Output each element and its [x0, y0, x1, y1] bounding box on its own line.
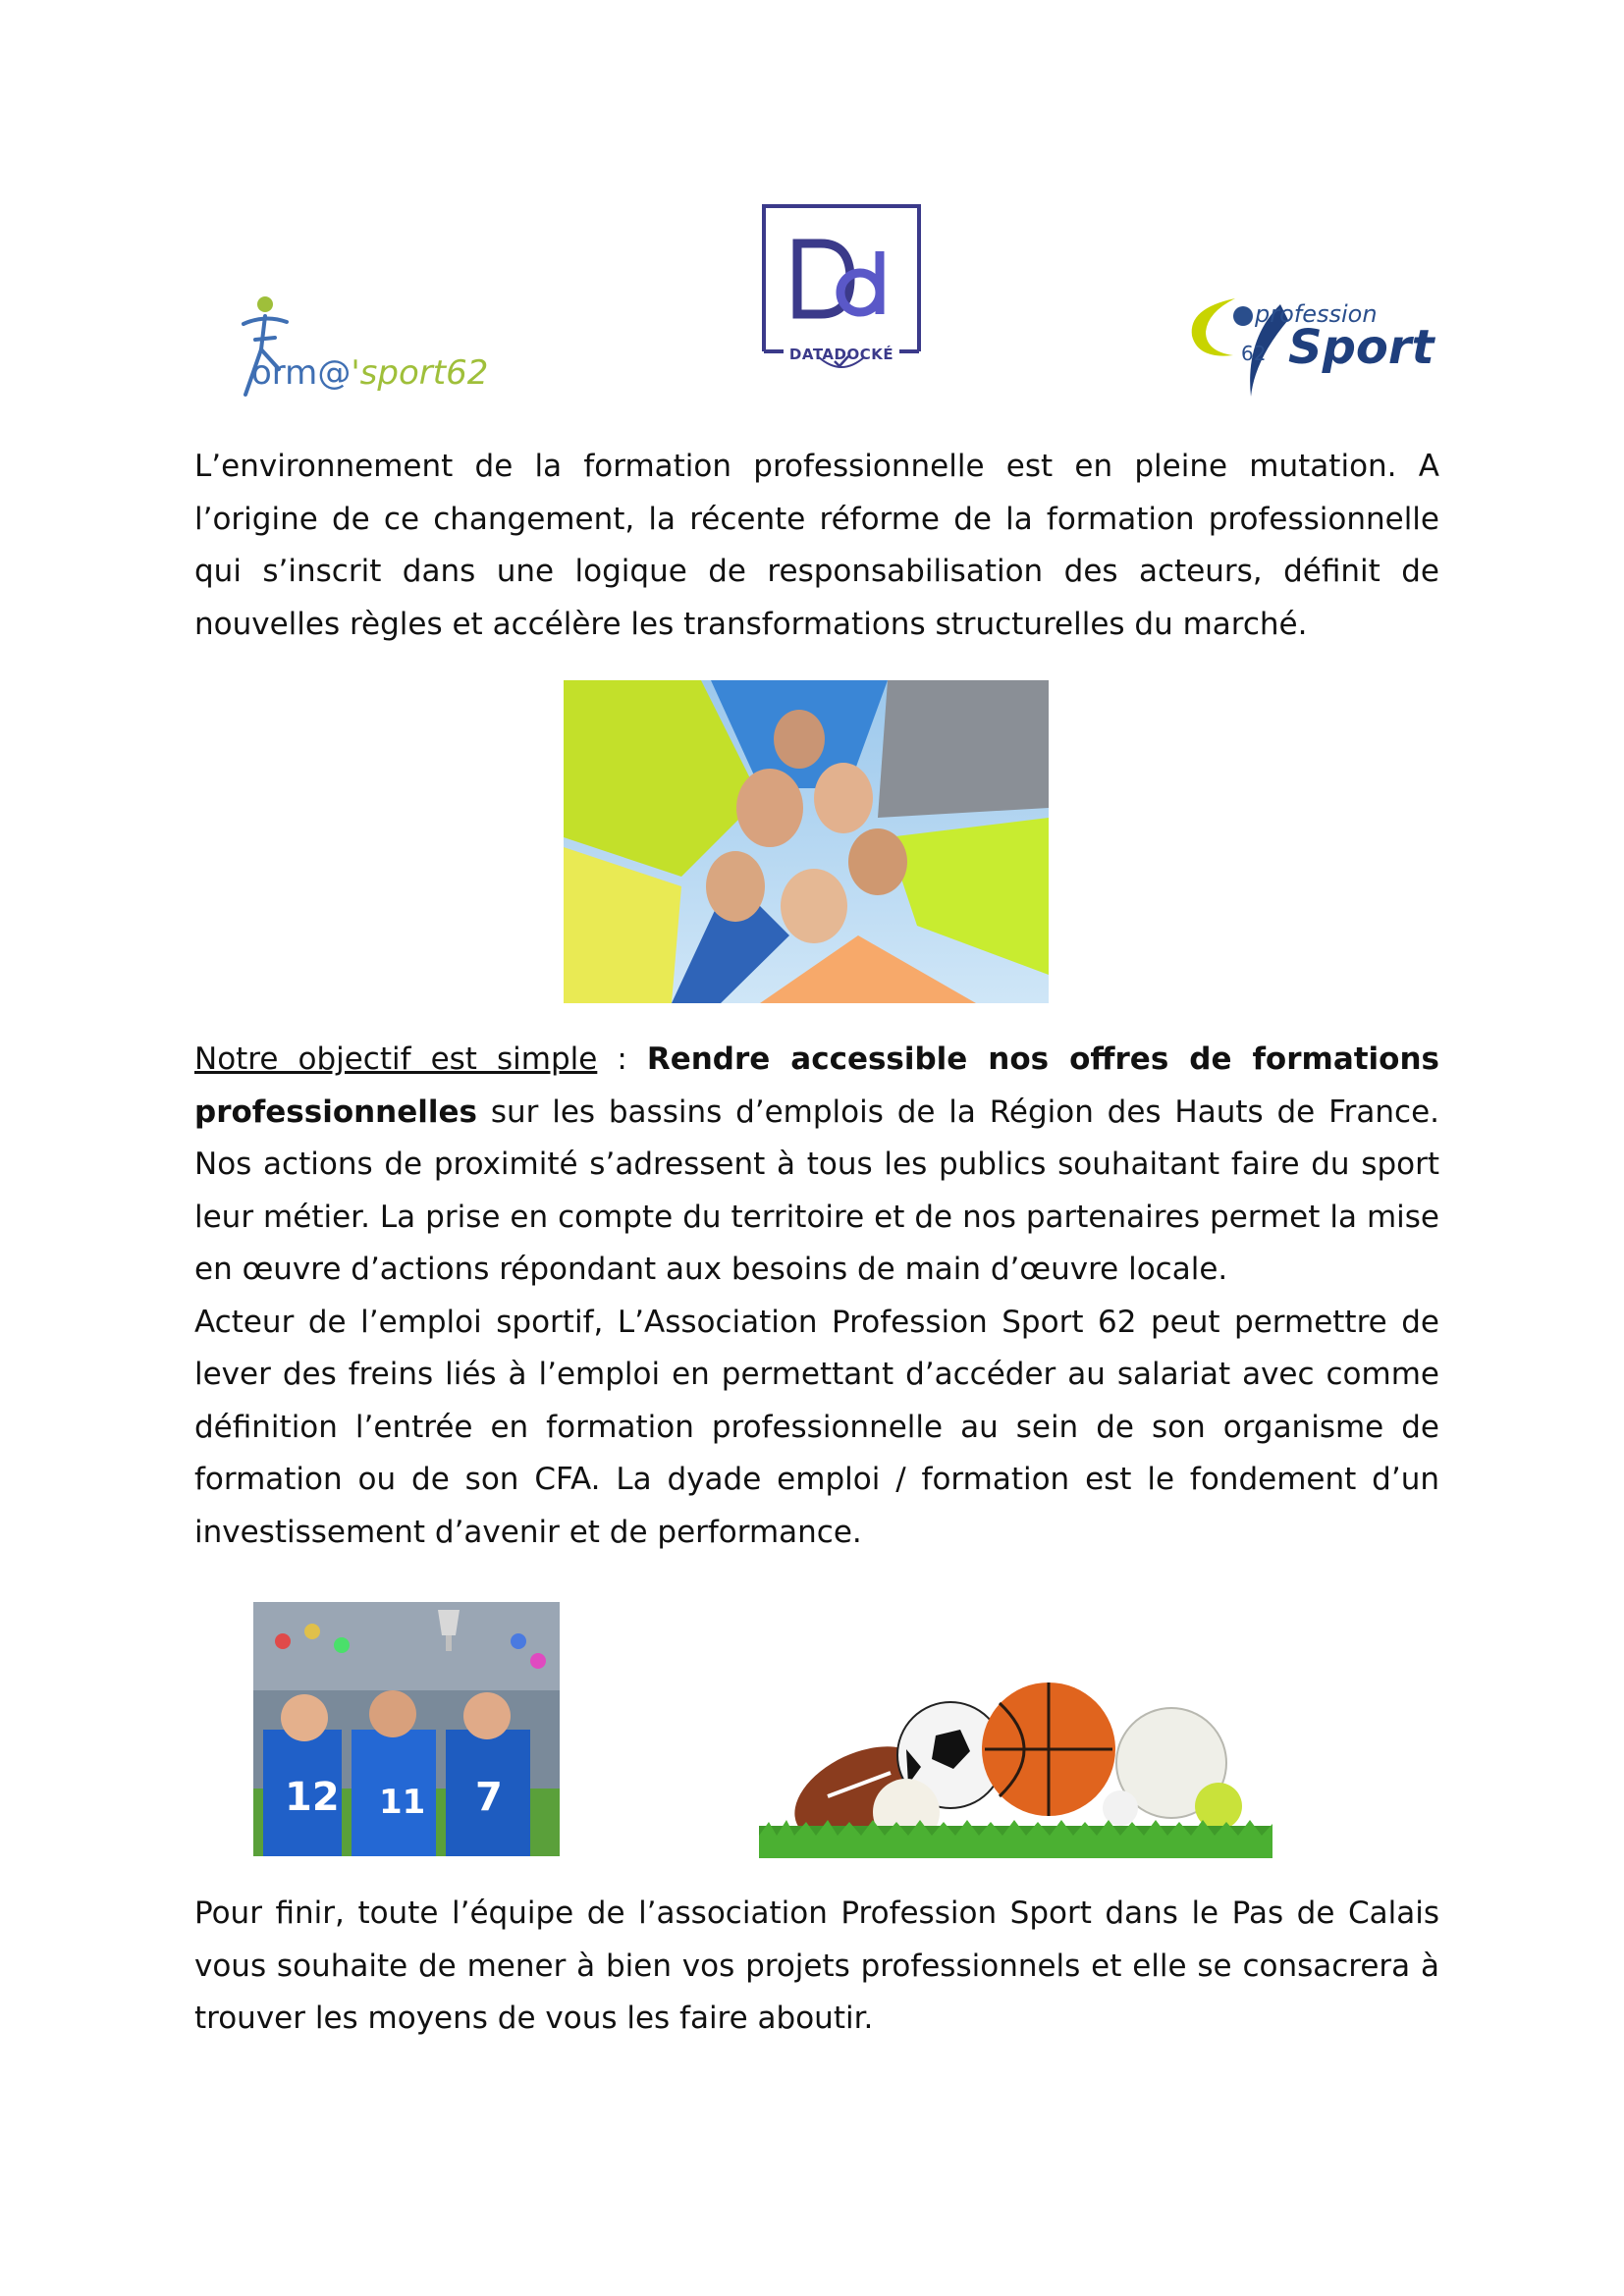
datadock-logo — [762, 204, 921, 369]
profession-sport-number: 62 — [1241, 342, 1267, 365]
profession-sport-logo — [1186, 281, 1435, 402]
datadock-frame-icon — [762, 204, 921, 369]
jersey-number: 11 — [379, 1783, 426, 1822]
kids-trophy-photo — [253, 1602, 560, 1856]
datadock-label: DATADOCKÉ — [788, 346, 894, 363]
profession-word: profession — [1255, 300, 1378, 328]
intro-paragraph: L’environnement de la formation professionnelle est en pleine mutation. A l’origine de ce changement, la récente réforme de la formation professionnelle qui s’inscrit dans une logique de responsabilisation des acteurs, définit de nouvelles règles et accélère les transformations structurelles du marché. — [194, 449, 1439, 642]
sport-word: Sport — [1288, 320, 1435, 375]
formasport-wordmark: orm@'sport62 — [251, 353, 489, 393]
jersey-number: 7 — [475, 1775, 503, 1820]
sports-balls-photo — [759, 1679, 1272, 1858]
objective-section: Notre objectif est simple : Rendre accessible nos offres de formations professionnelles sur les bassins d’emplois de la Région des Hauts de France. Nos actions de proximité s’adressent à tous les publics souhaitant faire du sport leur métier. La prise en compte du territoire et de nos partenaires permet la mise en œuvre d’actions répondant aux besoins de main d’œuvre locale. Acteur de l’emploi sportif, L’Association Profession Sport 62 peut permettre de lever des freins liés à l’emploi en permettant d’accéder au salariat avec comme définition l’entrée en formation professionnelle au sein de son organisme de formation ou de son CFA. La dyade emploi / formation est le fondement d’un investissement d’avenir et de performance. — [194, 1041, 1439, 1550]
jersey-number: 12 — [285, 1775, 340, 1820]
objective-bold-text: Rendre accessible nos offres de formations professionnelles — [194, 1041, 1439, 1130]
closing-paragraph: Pour finir, toute l’équipe de l’association Profession Sport dans le Pas de Calais vous souhaite de mener à bien vos projets professionnels et elle se consacrera à trouver les moyens de vous les faire aboutir. — [194, 1896, 1439, 2036]
objective-label: Notre objectif est simple — [194, 1041, 598, 1077]
objective-text: sur les bassins d’emplois de la Région des Hauts de France. Nos actions de proximité s’adressent à tous les publics souhaitant faire du sport leur métier. La prise en compte du territoire et de nos partenaires permet la mise en œuvre d’actions répondant aux besoins de main d’œuvre locale. — [194, 1094, 1439, 1287]
actor-paragraph: Acteur de l’emploi sportif, L’Association Profession Sport 62 peut permettre de lever des freins liés à l’emploi en permettant d’accéder au salariat avec comme définition l’entrée en formation professionnelle au sein de son organisme de formation ou de son CFA. La dyade emploi / formation est le fondement d’un investissement d’avenir et de performance. — [194, 1304, 1439, 1550]
team-huddle-photo — [564, 680, 1049, 1003]
formasport-logo — [236, 293, 489, 402]
